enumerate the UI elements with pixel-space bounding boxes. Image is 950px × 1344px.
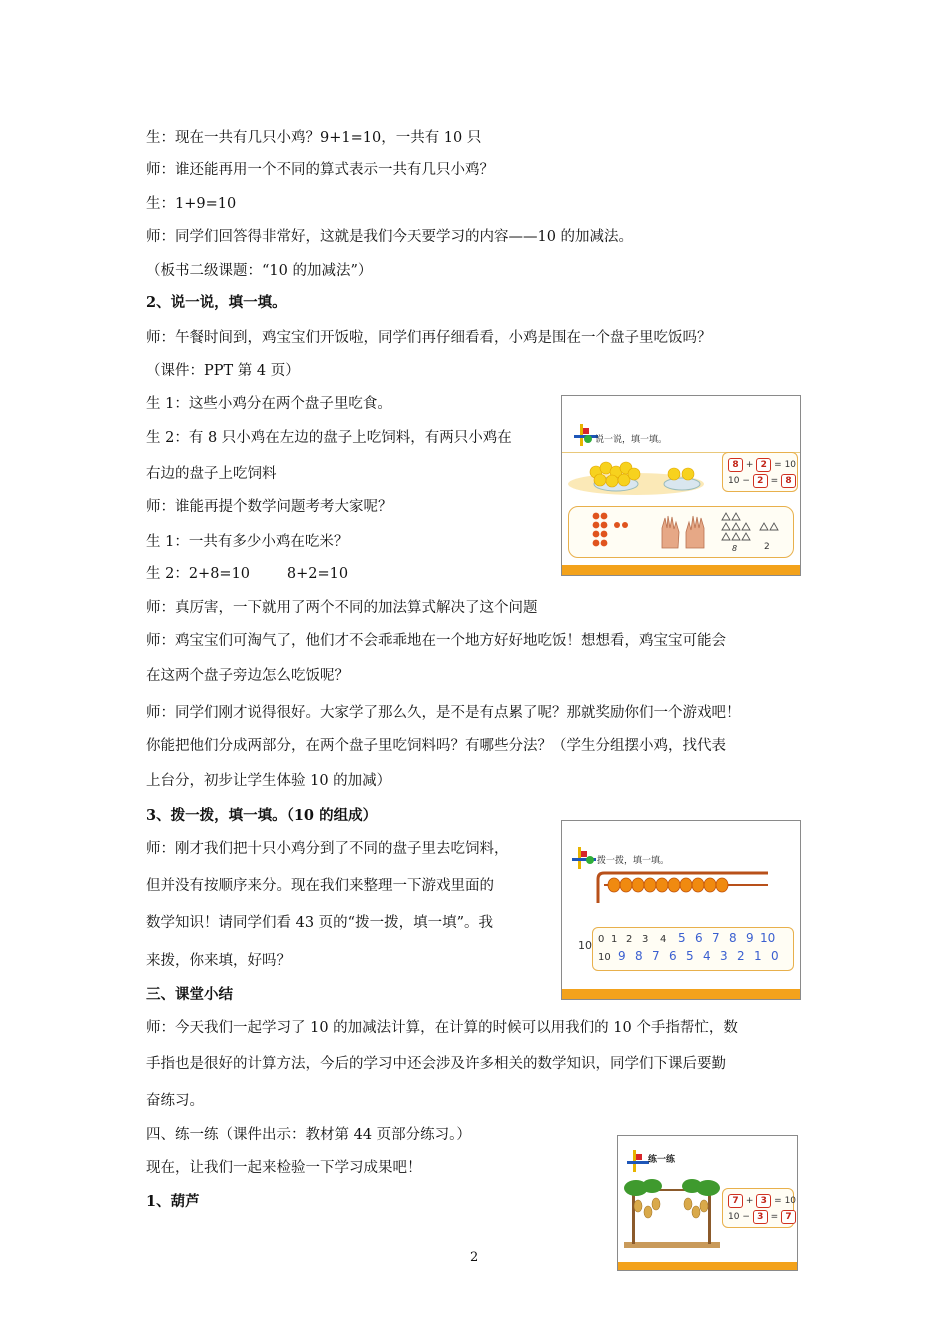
number-cell: 5 — [678, 931, 686, 945]
number-row-bottom — [598, 949, 779, 963]
section-heading: 1、葫芦 — [146, 1193, 200, 1210]
number-cell: 2 — [737, 949, 745, 963]
answer-box: 7 — [728, 1194, 743, 1208]
equation-lead: 10 − — [728, 1212, 750, 1222]
number-cell: 10 — [760, 931, 776, 945]
triangles-image — [718, 510, 788, 544]
slide-thumbnail-gourds — [617, 1135, 798, 1271]
text-line: 数学知识！请同学们看 43 页的“拨一拨，填一填”。我 — [146, 915, 493, 931]
text-line: 生 1：一共有多少小鸡在吃米？ — [146, 534, 349, 550]
slide-thumbnail-chicks — [561, 395, 801, 576]
green-dot-icon — [584, 435, 592, 443]
slide-thumbnail-abacus — [561, 820, 801, 1000]
page-number: 2 — [470, 1250, 479, 1265]
text-line: 师：同学们回答得非常好，这就是我们今天要学习的内容——10 的加减法。 — [146, 229, 634, 245]
number-cell: 5 — [686, 949, 694, 963]
answer-box: 3 — [756, 1194, 771, 1208]
answer-box: 2 — [753, 474, 768, 488]
number-cell: 0 — [771, 949, 779, 963]
text-line: 来拨，你来填，好吗？ — [146, 953, 291, 969]
number-cell: 1 — [611, 934, 618, 945]
slide-title — [584, 432, 667, 445]
number-cell: 0 — [598, 934, 605, 945]
chicks-plates-image — [566, 456, 722, 500]
number-cell: 6 — [695, 931, 703, 945]
answer-box: 7 — [781, 1210, 796, 1224]
number-cell: 4 — [703, 949, 711, 963]
text-line: 现在，让我们一起来检验一下学习成果吧！ — [146, 1160, 422, 1176]
text-line: 师：今天我们一起学习了 10 的加减法计算，在计算的时候可以用我们的 10 个手指帮忙，数 — [146, 1020, 738, 1036]
text-line: 师：鸡宝宝们可淘气了，他们才不会乖乖地在一个地方好好地吃饭！想想看，鸡宝宝可能会 — [146, 633, 726, 649]
number-cell: 9 — [746, 931, 754, 945]
equation-addition — [728, 1194, 796, 1208]
text-line: 师：谁还能再用一个不同的算式表示一共有几只小鸡？ — [146, 162, 494, 178]
text-line: 你能把他们分成两部分，在两个盘子里吃饲料吗？有哪些分法？（学生分组摆小鸡，找代表 — [146, 738, 726, 754]
text-line: 师：同学们刚才说得很好。大家学了那么久，是不是有点累了呢？那就奖励你们一个游戏吧！ — [146, 705, 741, 721]
count-left: 8 — [732, 544, 738, 553]
text-line: 在这两个盘子旁边怎么吃饭呢？ — [146, 668, 349, 684]
operator: + — [745, 460, 754, 470]
section-heading: 2、说一说，填一填。 — [146, 294, 287, 311]
answer-box: 3 — [753, 1210, 768, 1224]
counters-image — [588, 510, 628, 550]
slide-footer-bar — [562, 565, 800, 575]
abacus-image — [592, 869, 772, 905]
slide-footer-bar — [618, 1262, 797, 1270]
number-cell: 6 — [669, 949, 677, 963]
answer-box: 8 — [728, 458, 743, 472]
equation-lead: 10 − — [728, 476, 750, 486]
text-line: 右边的盘子上吃饲料 — [146, 466, 277, 482]
green-dot-icon — [586, 856, 594, 864]
count-right: 2 — [764, 542, 770, 552]
number-cell: 3 — [642, 934, 649, 945]
text-line: 生 2：有 8 只小鸡在左边的盘子上吃饲料，有两只小鸡在 — [146, 430, 512, 446]
number-cell: 2 — [626, 934, 633, 945]
number-cell: 1 — [754, 949, 762, 963]
text-line: （课件：PPT 第 4 页） — [146, 363, 300, 379]
hands-image — [658, 512, 708, 550]
number-cell: 7 — [712, 931, 720, 945]
answer-box: 2 — [756, 458, 771, 472]
text-line: 手指也是很好的计算方法，今后的学习中还会涉及许多相关的数学知识，同学们下课后要勤 — [146, 1056, 726, 1072]
equation-result: = 10 — [774, 460, 797, 470]
text-line: （板书二级课题：“10 的加减法”） — [146, 263, 373, 279]
text-line: 生：现在一共有几只小鸡？9+1=10，一共有 10 只 — [146, 130, 482, 146]
text-line: 上台分，初步让学生体验 10 的加减） — [146, 773, 392, 789]
text-line: 师：真厉害，一下就用了两个不同的加法算式解决了这个问题 — [146, 600, 538, 616]
equation-subtraction: 10 − 2 = 8 — [728, 474, 796, 488]
equation-addition — [728, 458, 796, 472]
operator: + — [745, 1196, 754, 1206]
number-cell: 10 — [598, 952, 611, 963]
slide-title-text: 拨一拨，填一填。 — [597, 856, 670, 866]
number-row-top — [598, 931, 775, 945]
section-heading: 3、拨一拨，填一填。（10 的组成） — [146, 807, 378, 824]
number-cell: 3 — [720, 949, 728, 963]
number-cell: 4 — [660, 934, 667, 945]
equation-result: = 10 — [774, 1196, 797, 1206]
answer-box: 8 — [781, 474, 796, 488]
text-line: 四、练一练（课件出示：教材第 44 页部分练习。） — [146, 1127, 471, 1143]
gourd-vine-image — [622, 1178, 722, 1250]
text-line: 师：刚才我们把十只小鸡分到了不同的盘子里去吃饲料， — [146, 841, 509, 857]
total-label: 10 — [578, 939, 592, 952]
text-line: 生 1：这些小鸡分在两个盘子里吃食。 — [146, 396, 392, 412]
equation-subtraction: 10 − 3 = 7 — [728, 1210, 796, 1224]
number-cell: 7 — [652, 949, 660, 963]
slide-title-text: 说一说，填一填。 — [595, 435, 668, 445]
number-cell: 8 — [635, 949, 643, 963]
slide-title: 练一练 — [648, 1155, 676, 1165]
slide-footer-bar — [562, 989, 800, 999]
text-line: 但并没有按顺序来分。现在我们来整理一下游戏里面的 — [146, 878, 494, 894]
number-cell: 8 — [729, 931, 737, 945]
text-line: 生：1+9=10 — [146, 196, 237, 212]
slide-title — [586, 853, 669, 866]
text-line: 生 2：2+8=10 8+2=10 — [146, 566, 349, 582]
text-line: 师：谁能再提个数学问题考考大家呢？ — [146, 499, 393, 515]
text-line: 奋练习。 — [146, 1093, 204, 1109]
section-heading: 三、课堂小结 — [146, 986, 233, 1003]
number-cell: 9 — [618, 949, 626, 963]
text-line: 师：午餐时间到，鸡宝宝们开饭啦，同学们再仔细看看，小鸡是围在一个盘子里吃饭吗？ — [146, 330, 712, 346]
